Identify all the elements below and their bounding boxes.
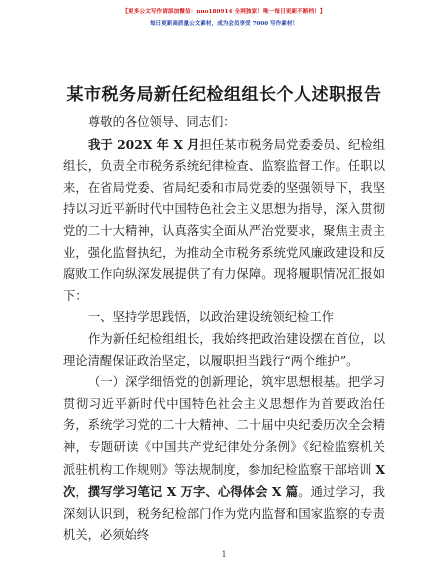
document-title: 某市税务局新任纪检组组长个人述职报告 [66, 85, 382, 105]
intro-text: 担任某市税务局党委委员、纪检组组长，负责全市税务系统纪律检查、监察监督工作。任职以来，在省局党委、省局纪委和市局党委的坚强领导下，我坚持以习近平新时代中国特色社会主义思想为指导，深入贯彻党的二十大精神，认真落实全面从严治党要求，聚焦主责主业，强化监督执纪，为推动全市税务系统党风廉政建设和反腐败工作向纵深发展提供了有力保障。现将履职情况汇报如下： [63, 137, 385, 303]
intro-paragraph [63, 134, 385, 308]
page-number: 1 [221, 550, 227, 559]
header-banner [0, 6, 448, 30]
subsection-1-text-a: 把学习贯彻习近平新时代中国特色社会主义思想作为首要政治任务，系统学习党的二十大精神、二十届中央纪委历次全会精神，专题研读《中国共产党纪律处分条例》《纪检监察机关派驻机构工作规则》等法规制度，参加纪检监察干部培训 [63, 375, 385, 477]
document-body [63, 112, 385, 547]
training-count: X 次 [63, 461, 385, 500]
subsection-1-lead: （一）深学细悟党的创新理论，筑牢思想根基。 [88, 375, 348, 390]
subsection-1-paragraph [63, 372, 385, 547]
section-1-paragraph: 作为新任纪检组组长，我始终把政治建设摆在首位，以理论清醒保证政治坚定，以履职担当践行“两个维护”。 [63, 331, 385, 368]
salutation: 尊敬的各位领导、同志们： [88, 115, 236, 129]
subsection-1-text-c: 。通过学习，我深刻认识到，税务纪检部门作为党内监督和国家监察的专责机关，必须始终 [63, 485, 385, 543]
subsection-1-text-b: ， [75, 485, 88, 500]
intro-lead: 我于 202X 年 X 月 [88, 136, 200, 152]
banner-membership-notice: 每日更新高质量公文素材，成为会员享受 7000 写作素材！ [149, 21, 299, 27]
study-notes-count: 撰写学习笔记 X 万字、心得体会 X 篇 [87, 484, 299, 500]
banner-wechat-notice: 【更多公文写作请添加微信：nuo180914 全网独家！唯一每日更新不断档！】 [122, 9, 326, 15]
section-1-heading: 一、坚持学思践悟，以政治建设统领纪检工作 [88, 310, 334, 325]
